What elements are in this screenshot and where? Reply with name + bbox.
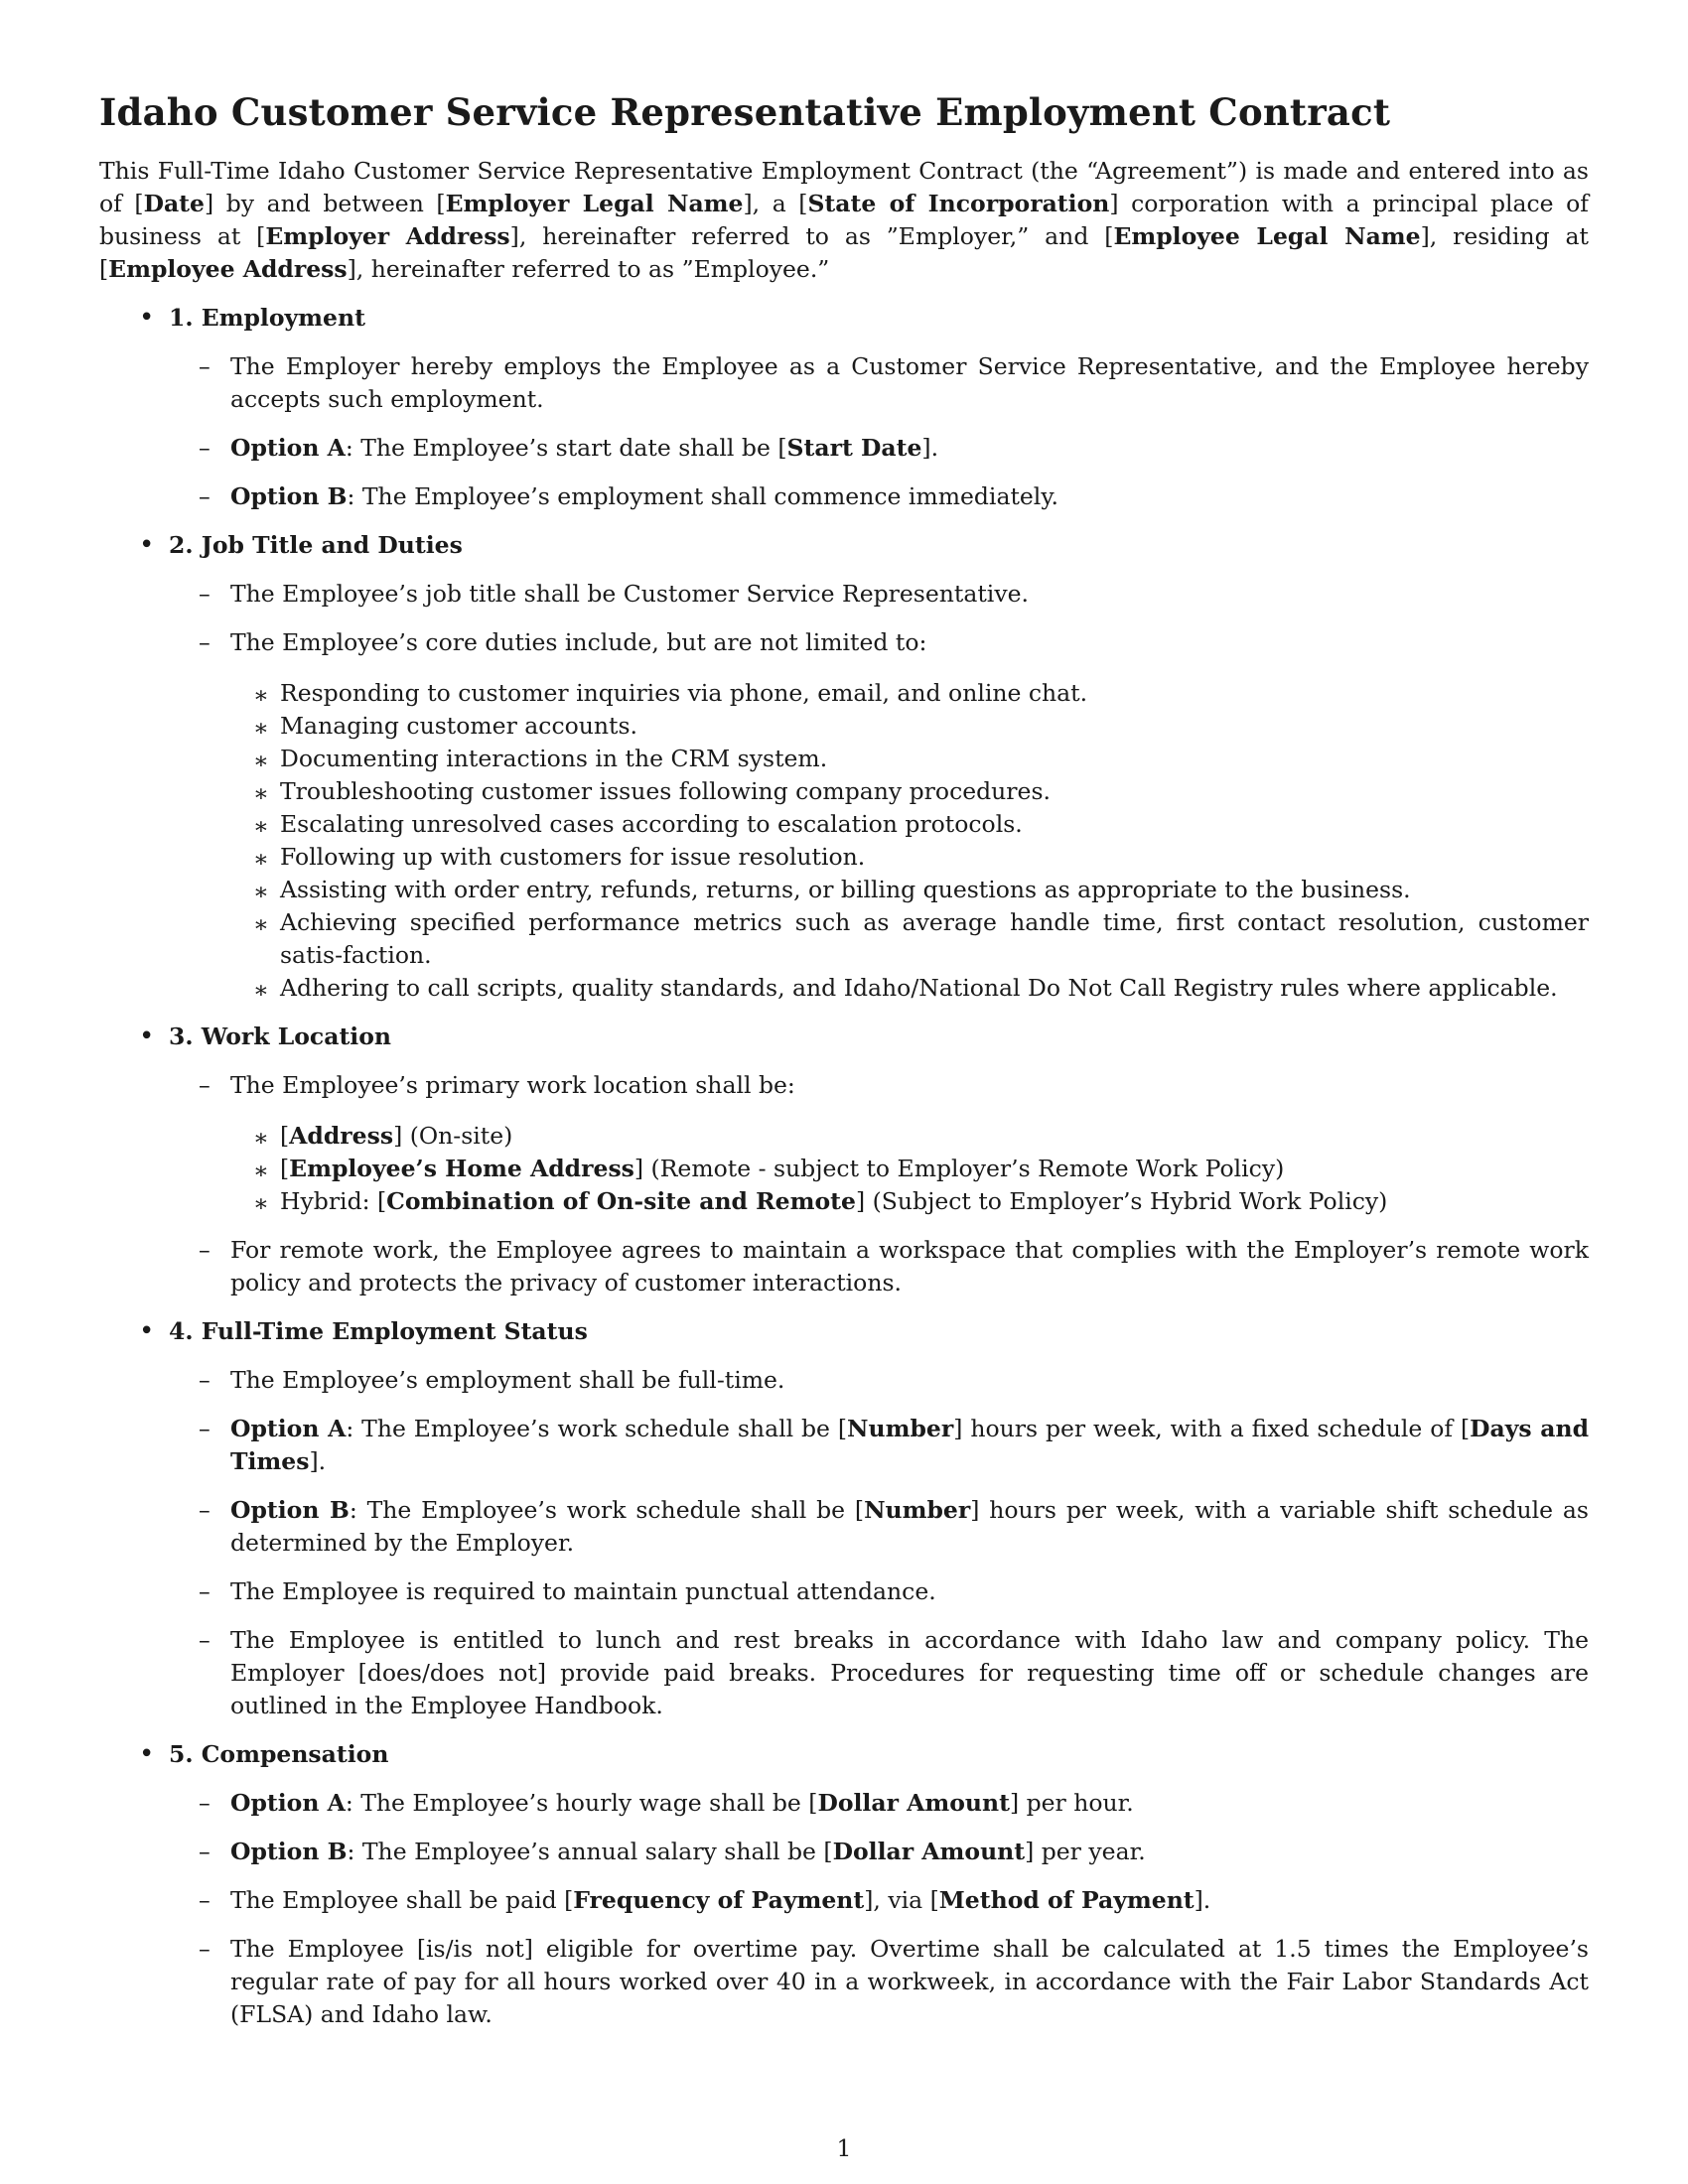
placeholder-field: Number [847,1415,954,1442]
text-run: Assisting with order entry, refunds, returns, or billing questions as appropriate to the business. [280,876,1411,903]
document-title: Idaho Customer Service Representative Employment Contract [99,90,1391,134]
asterisk-marker: ∗ [253,812,269,840]
clause [99,1884,1589,1917]
text-run: Achieving specified performance metrics such as average handle time, first contact resolution, customer satis-faction. [280,908,1589,969]
dash-marker: – [199,1366,211,1394]
section-2 [99,529,1589,562]
list-item [99,972,1589,1005]
placeholder-field: Employer Legal Name [445,190,744,217]
text-run: ], hereinafter referred to as ”Employer,” and [ [509,222,1114,250]
asterisk-marker: ∗ [253,976,269,1004]
dash-marker: – [199,482,211,510]
placeholder-field: Date [143,190,205,217]
clause [99,350,1589,416]
bullet-marker: • [139,1739,155,1769]
text-run: : The Employee’s employment shall commence immediately. [347,482,1058,510]
text-run: This Full-Time Idaho Customer Service Representative Employment Contract (the “Agreement”) is made and entered into as of [ [99,157,1589,217]
text-run: ] per year. [1025,1838,1146,1865]
list-item [99,1120,1589,1153]
list-item [99,808,1589,841]
section-heading: 4. Full-Time Employment Status [169,1317,588,1345]
clause [99,1624,1589,1722]
dash-marker: – [199,1935,211,1963]
dash-marker: – [199,1415,211,1442]
placeholder-field: Employee Address [108,255,348,283]
placeholder-field: Employee’s Home Address [289,1155,634,1182]
text-run: Troubleshooting customer issues following company procedures. [280,777,1051,805]
list-item [99,874,1589,906]
placeholder-field: Address [289,1122,394,1150]
section-5 [99,1738,1589,1771]
dash-marker: – [199,434,211,462]
placeholder-field: Number [864,1496,971,1524]
asterisk-marker: ∗ [253,779,269,807]
placeholder-field: Option A [230,434,346,462]
text-run: : The Employee’s work schedule shall be [ [346,1415,848,1442]
list-item [99,841,1589,874]
clause [99,626,1589,659]
text-run: ] hours per week, with a variable shift schedule as determined by the Employer. [230,1496,1589,1557]
dash-marker: – [199,1789,211,1817]
text-run: ]. [309,1447,327,1475]
text-run: Escalating unresolved cases according to escalation protocols. [280,810,1023,838]
text-run: ] hours per week, with a fixed schedule of [ [953,1415,1471,1442]
asterisk-marker: ∗ [253,747,269,774]
text-run: The Employee’s job title shall be Customer Service Representative. [230,580,1029,608]
section-heading: 3. Work Location [169,1023,391,1050]
bullet-marker: • [139,1316,155,1346]
placeholder-field: Option B [230,1838,348,1865]
placeholder-field: State of Incorporation [807,190,1110,217]
clause [99,1364,1589,1397]
bullet-marker: • [139,530,155,560]
clause [99,1234,1589,1299]
asterisk-marker: ∗ [253,878,269,905]
asterisk-marker: ∗ [253,910,269,938]
section-3 [99,1021,1589,1053]
section-4 [99,1315,1589,1348]
bullet-marker: • [139,303,155,333]
dash-marker: – [199,1626,211,1654]
list-item [99,906,1589,972]
asterisk-marker: ∗ [253,1124,269,1152]
placeholder-field: Option A [230,1789,346,1817]
placeholder-field: Days and Times [230,1415,1589,1475]
dash-marker: – [199,1886,211,1914]
text-run: Following up with customers for issue resolution. [280,843,866,871]
text-run: ], via [ [864,1886,939,1914]
asterisk-marker: ∗ [253,714,269,742]
clause [99,578,1589,611]
clause [99,432,1589,465]
list-item [99,1185,1589,1218]
text-run: Responding to customer inquiries via phone, email, and online chat. [280,679,1088,707]
placeholder-field: Option B [230,1496,350,1524]
asterisk-marker: ∗ [253,845,269,873]
dash-marker: – [199,1577,211,1605]
placeholder-field: Employer Address [265,222,510,250]
section-1 [99,302,1589,335]
list-item [99,775,1589,808]
list-item [99,743,1589,775]
list-item [99,1153,1589,1185]
dash-marker: – [199,580,211,608]
text-run: : The Employee’s annual salary shall be [ [347,1838,833,1865]
placeholder-field: Frequency of Payment [573,1886,865,1914]
text-run: ] corporation with a principal place of business at [ [99,190,1589,250]
placeholder-field: Dollar Amount [832,1838,1026,1865]
clause [99,1933,1589,2031]
placeholder-field: Option A [230,1415,347,1442]
text-run: [ [280,1155,290,1182]
placeholder-field: Start Date [786,434,922,462]
placeholder-field: Option B [230,482,348,510]
bullet-marker: • [139,1022,155,1051]
sections-list [99,302,1589,2031]
text-run: ] by and between [ [205,190,446,217]
asterisk-marker: ∗ [253,681,269,709]
asterisk-marker: ∗ [253,1189,269,1217]
clause [99,1787,1589,1820]
text-run: The Employee is entitled to lunch and rest breaks in accordance with Idaho law and company policy. The Employer [does/does not] provide paid breaks. Procedures for requesting time off or schedule changes are outlined in the Employee Handbook. [230,1626,1589,1719]
text-run: Adhering to call scripts, quality standards, and Idaho/National Do Not Call Registry rules where applicable. [280,974,1558,1002]
asterisk-marker: ∗ [253,1157,269,1184]
text-run: Managing customer accounts. [280,712,637,740]
text-run: ] (Remote - subject to Employer’s Remote Work Policy) [633,1155,1285,1182]
clause [99,1575,1589,1608]
list-item [99,677,1589,710]
section-heading: 1. Employment [169,304,365,332]
text-run: Hybrid: [ [280,1187,387,1215]
dash-marker: – [199,1496,211,1524]
text-run: The Employee’s primary work location shall be: [230,1071,795,1099]
dash-marker: – [199,352,211,380]
text-run: [ [280,1122,290,1150]
clause [99,1069,1589,1102]
text-run: : The Employee’s work schedule shall be [ [349,1496,865,1524]
dash-marker: – [199,1236,211,1264]
text-run: The Employee shall be paid [ [230,1886,574,1914]
text-run: For remote work, the Employee agrees to maintain a workspace that complies with the Employer’s remote work policy and protects the privacy of customer interactions. [230,1236,1589,1297]
list-item [99,710,1589,743]
clause [99,1413,1589,1478]
text-run: The Employer hereby employs the Employee as a Customer Service Representative, and the Employee hereby accepts such employment. [230,352,1589,413]
sub-list [99,677,1589,1005]
placeholder-field: Dollar Amount [817,1789,1010,1817]
clause [99,1494,1589,1560]
section-heading: 2. Job Title and Duties [169,531,463,559]
text-run: ]. [1194,1886,1211,1914]
text-run: ], hereinafter referred to as ”Employee.” [347,255,830,283]
dash-marker: – [199,628,211,656]
clause [99,1836,1589,1868]
section-heading: 5. Compensation [169,1740,389,1768]
placeholder-field: Employee Legal Name [1113,222,1421,250]
text-run: ] (On-site) [393,1122,513,1150]
text-run: ], a [ [743,190,808,217]
page-number: 1 [836,2134,852,2162]
text-run: ]. [921,434,939,462]
clause [99,480,1589,513]
sub-list [99,1120,1589,1218]
placeholder-field: Combination of On-site and Remote [386,1187,856,1215]
document-page [99,89,1589,2031]
text-run: The Employee’s core duties include, but are not limited to: [230,628,927,656]
text-run: The Employee [is/is not] eligible for overtime pay. Overtime shall be calculated at 1.5 times the Employee’s regular rate of pay for all hours worked over 40 in a workweek, in accordance with the Fair Labor Standards Act (FLSA) and Idaho law. [230,1935,1589,2028]
dash-marker: – [199,1838,211,1865]
text-run: The Employee’s employment shall be full-time. [230,1366,785,1394]
placeholder-field: Method of Payment [938,1886,1195,1914]
text-run: The Employee is required to maintain punctual attendance. [230,1577,936,1605]
text-run: ] (Subject to Employer’s Hybrid Work Policy) [855,1187,1388,1215]
text-run: Documenting interactions in the CRM system. [280,745,828,772]
dash-marker: – [199,1071,211,1099]
intro-paragraph [99,155,1589,286]
text-run: ] per hour. [1009,1789,1134,1817]
text-run: : The Employee’s start date shall be [ [345,434,787,462]
text-run: ], residing at [ [99,222,1589,283]
text-run: : The Employee’s hourly wage shall be [ [345,1789,818,1817]
